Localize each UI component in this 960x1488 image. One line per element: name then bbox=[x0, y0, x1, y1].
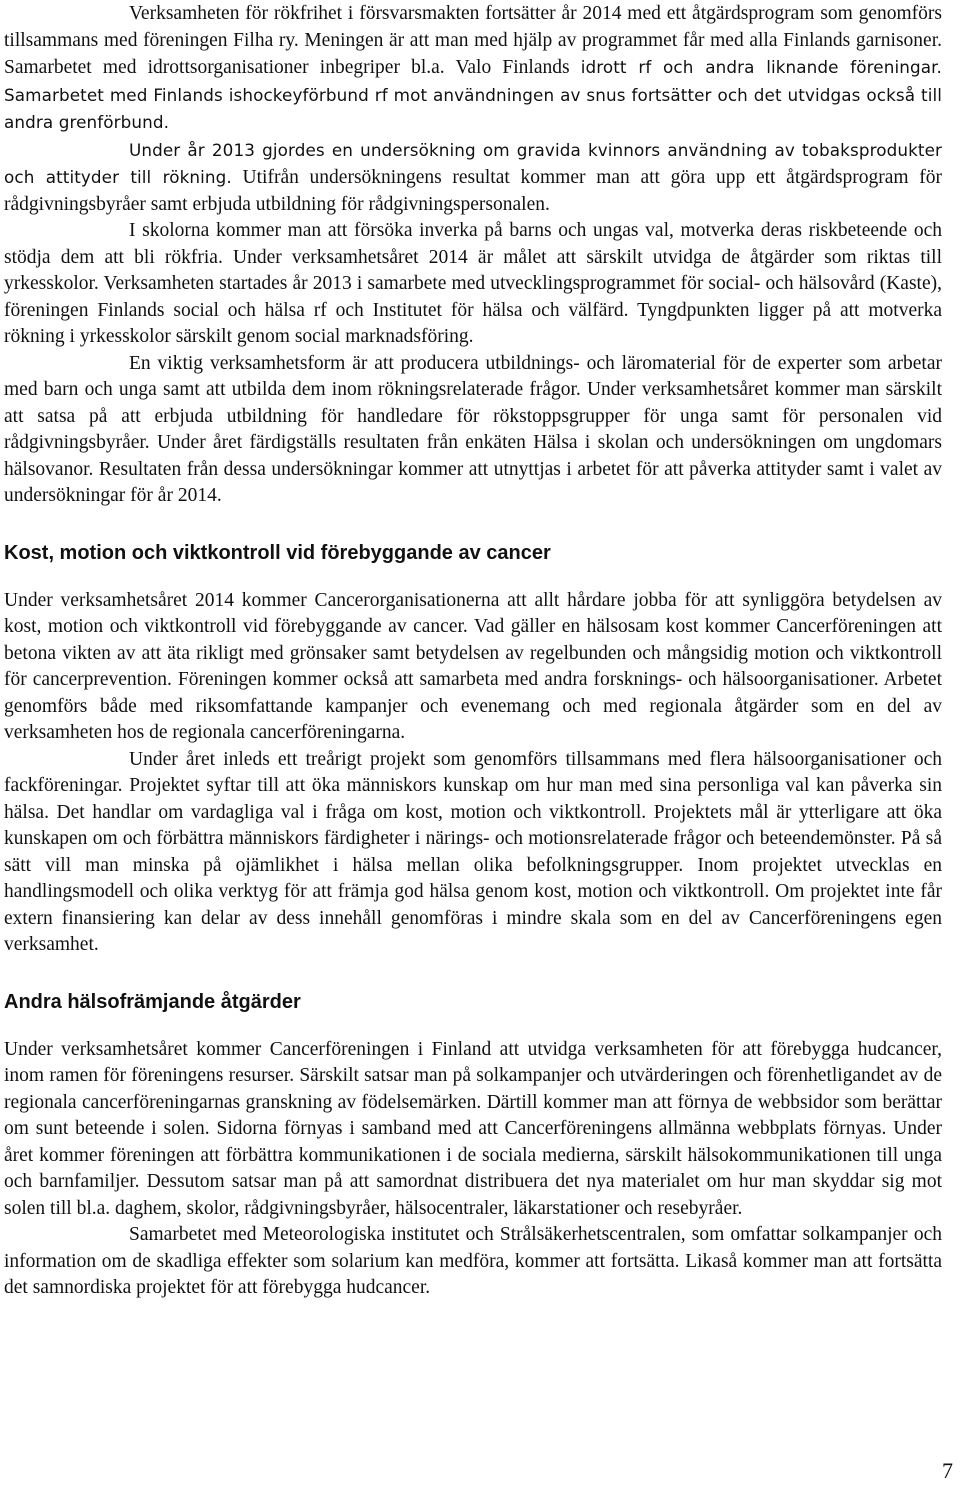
intro-paragraph-1-serif-text: Verksamheten för rökfrihet i försvarsmakten fortsätter år 2014 med ett åtgärdsprogram som genomförs tillsammans med föreningen Filha ry. Meningen är att man med hjälp av programmet får med alla Finlands garnisoner. Samarbetet med idrottsorganisationer inbegriper bl.a. Valo Finlands bbox=[4, 3, 942, 78]
intro-paragraph-4: En viktig verksamhetsform är att producera utbildnings- och läromaterial för de experter som arbetar med barn och unga samt att utbilda dem inom rökningsrelaterade frågor. Under verksamhetsåret kommer man särskilt att satsa på att erbjuda utbildning för handledare för rökstoppsgrupper för unga samt för personalen vid rådgivningsbyråer. Under året färdigställs resultaten från enkäten Hälsa i skolan och undersökningen om ungdomars hälsovanor. Resultaten från dessa undersökningar kommer att utnyttjas i arbetet för att påverka attityder samt i valet av undersökningar för år 2014. bbox=[4, 352, 942, 506]
document-page bbox=[4, 0, 942, 1302]
section-heading-other-health-measures: Andra hälsofrämjande åtgärder bbox=[4, 990, 301, 1013]
intro-paragraph-3: I skolorna kommer man att försöka inverka på barns och ungas val, motverka deras riskbeteende och stödja dem att bli rökfria. Under verksamhetsåret 2014 är målet att särskilt utvidga de åtgärder som riktas till yrkesskolor. Verksamheten startades år 2013 i samarbete med utvecklingsprogrammet för social- och hälsovård (Kaste), föreningen Finlands social och hälsa rf och Institutet för hälsa och välfärd. Tyngdpunkten ligger på att motverka rökning i yrkesskolor särskilt genom social marknadsföring. bbox=[4, 220, 942, 347]
page-number: 7 bbox=[942, 1458, 953, 1483]
intro-paragraph-2-serif-text: Utifrån undersökningens resultat kommer man att göra upp ett åtgärdsprogram för rådgivningsbyråer samt erbjuda utbildning för rådgivningspersonalen. bbox=[4, 167, 942, 215]
section2-paragraph-1: Under verksamhetsåret kommer Cancerföreningen i Finland att utvidga verksamheten för att förebygga hudcancer, inom ramen för föreningens resurser. Särskilt satsar man på solkampanjer och utvärderingen och förenhetligandet av de regionala cancerföreningarnas granskning av födelsemärken. Därtill kommer man att förnya de webbsidor som berättar om sunt beteende i solen. Sidorna förnyas i samband med att Cancerföreningens allmänna webbplats förnyas. Under året kommer föreningen att förbättra kommunikationen i de sociala medierna, särskilt hälsokommunikationen till unga och barnfamiljer. Dessutom satsar man på att samordnat distribuera det nya materialet om hur man skyddar sig mot solen till bl.a. daghem, skolor, rådgivningsbyråer, hälsocentraler, läkarstationer och resebyråer. bbox=[4, 1038, 942, 1219]
section1-paragraph-2: Under året inleds ett treårigt projekt som genomförs tillsammans med flera hälsoorganisationer och fackföreningar. Projektet syftar till att öka människors kunskap om hur man med sina personliga val kan påverka sin hälsa. Det handlar om vardagliga val i fråga om kost, motion och viktkontroll. Projektets mål är ytterligare att öka kunskapen om och förbättra människors färdigheter i närings- och motionsrelaterade frågor och beteendemönster. På så sätt vill man minska på ojämlikhet i hälsa mellan olika befolkningsgrupper. Inom projektet utvecklas en handlingsmodell och olika verktyg för att främja god hälsa genom kost, motion och viktkontroll. Om projektet inte får extern finansiering kan delar av dess innehåll genomföras i mindre skala som en del av Cancerföreningens egen verksamhet. bbox=[4, 748, 942, 955]
intro-paragraph-2 bbox=[4, 137, 942, 219]
section2-paragraph-2: Samarbetet med Meteorologiska institutet och Strålsäkerhetscentralen, som omfattar solkampanjer och information om de skadliga effekter som solarium kan medföra, kommer att fortsätta. Likaså kommer man att fortsätta det samnordiska projektet för att förebygga hudcancer. bbox=[4, 1224, 942, 1298]
intro-paragraph-2-sans-text: Under år 2013 gjordes en undersökning om gravida kvinnors användning av tobaksprodukter och attityder till rökning. bbox=[4, 139, 942, 187]
intro-paragraph-1 bbox=[4, 1, 942, 137]
section-heading-diet-exercise: Kost, motion och viktkontroll vid förebyggande av cancer bbox=[4, 541, 551, 564]
intro-paragraph-1-sans-text: idrott rf och andra liknande föreningar. Samarbetet med Finlands ishockeyförbund rf mot användningen av snus fortsätter och det utvidgas också till andra grenförbund. bbox=[4, 57, 942, 132]
intro-section bbox=[4, 0, 942, 510]
section1-paragraph-1: Under verksamhetsåret 2014 kommer Cancerorganisationerna att allt hårdare jobba för att synliggöra betydelsen av kost, motion och viktkontroll vid förebyggande av cancer. Vad gäller en hälsosam kost kommer Cancerföreningen att betona vikten av att äta rikligt med grönsaker samt betydelsen av regelbunden och mångsidig motion och viktkontroll för cancerprevention. Föreningen kommer också att samarbeta med andra forsknings- och hälsoorganisationer. Arbetet genomförs både med riksomfattande kampanjer och evenemang och med regionala åtgärder som en del av verksamheten hos de regionala cancerföreningarna. bbox=[4, 589, 942, 743]
